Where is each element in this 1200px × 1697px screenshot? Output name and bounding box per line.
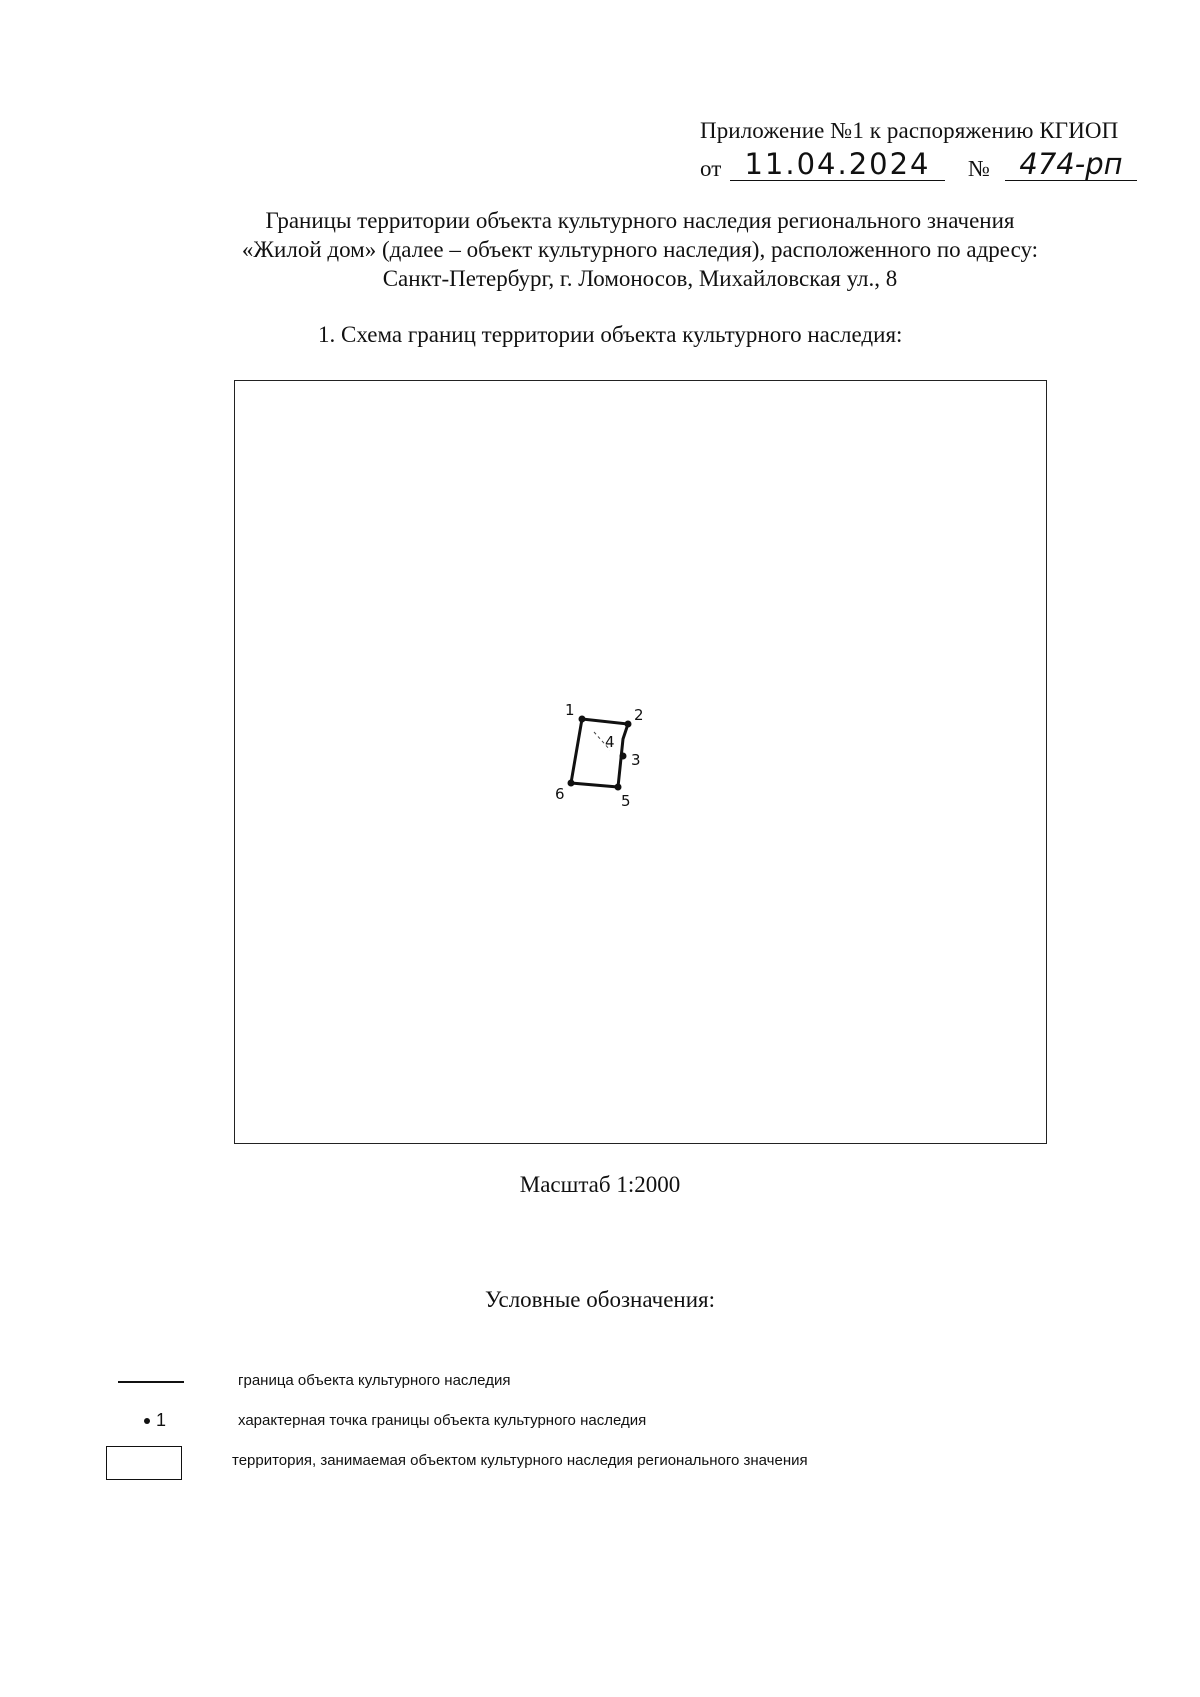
title-line-3: Санкт-Петербург, г. Ломоносов, Михайловская ул., 8 bbox=[382, 266, 898, 291]
boundary-scheme-map bbox=[234, 380, 1047, 1144]
document-title bbox=[150, 206, 1130, 293]
boundary-point-6-marker bbox=[568, 780, 575, 787]
boundary-point-3-label: 3 bbox=[631, 751, 641, 769]
legend-item-characteristic-point bbox=[0, 1402, 1200, 1442]
legend-item-territory bbox=[0, 1444, 1200, 1484]
legend-text-territory: территория, занимаемая объектом культурного наследия регионального значения bbox=[232, 1452, 808, 1469]
boundary-scheme-svg bbox=[235, 381, 1048, 1145]
legend-item-boundary-line bbox=[0, 1362, 1200, 1402]
number-prefix: № bbox=[968, 156, 990, 181]
order-date-number bbox=[700, 146, 1140, 190]
map-scale: Масштаб 1:2000 bbox=[519, 1172, 681, 1197]
boundary-point-4-label: 4 bbox=[605, 733, 615, 751]
title-line-1: Границы территории объекта культурного наследия регионального значения bbox=[265, 208, 1015, 233]
section-heading: 1. Схема границ территории объекта культурного наследия: bbox=[318, 322, 903, 347]
appendix-header bbox=[700, 118, 1140, 190]
boundary-point-2-label: 2 bbox=[634, 706, 644, 724]
title-line-2: «Жилой дом» (далее – объект культурного наследия), расположенного по адресу: bbox=[241, 237, 1039, 262]
boundary-point-6-label: 6 bbox=[555, 785, 565, 803]
legend-text-boundary-line: граница объекта культурного наследия bbox=[238, 1372, 511, 1389]
date-prefix: от bbox=[700, 156, 722, 181]
point-dot-icon bbox=[144, 1418, 150, 1424]
object-boundary-polygon bbox=[571, 719, 628, 787]
legend-text-characteristic-point: характерная точка границы объекта культурного наследия bbox=[238, 1412, 647, 1429]
point-symbol-label: 1 bbox=[156, 1410, 167, 1430]
boundary-point-1-label: 1 bbox=[565, 701, 575, 719]
handwritten-number: 474-рп bbox=[1005, 146, 1137, 181]
boundary-point-2-marker bbox=[625, 721, 632, 728]
appendix-reference: Приложение №1 к распоряжению КГИОП bbox=[700, 118, 1119, 143]
legend-heading: Условные обозначения: bbox=[484, 1287, 716, 1312]
boundary-point-5-label: 5 bbox=[621, 792, 631, 810]
territory-rectangle-symbol bbox=[106, 1446, 182, 1480]
boundary-point-1-marker bbox=[579, 716, 586, 723]
handwritten-date: 11.04.2024 bbox=[730, 146, 945, 181]
boundary-point-3-marker bbox=[620, 753, 627, 760]
boundary-line-symbol bbox=[118, 1381, 184, 1383]
characteristic-point-symbol bbox=[144, 1410, 184, 1432]
boundary-point-5-marker bbox=[615, 784, 622, 791]
